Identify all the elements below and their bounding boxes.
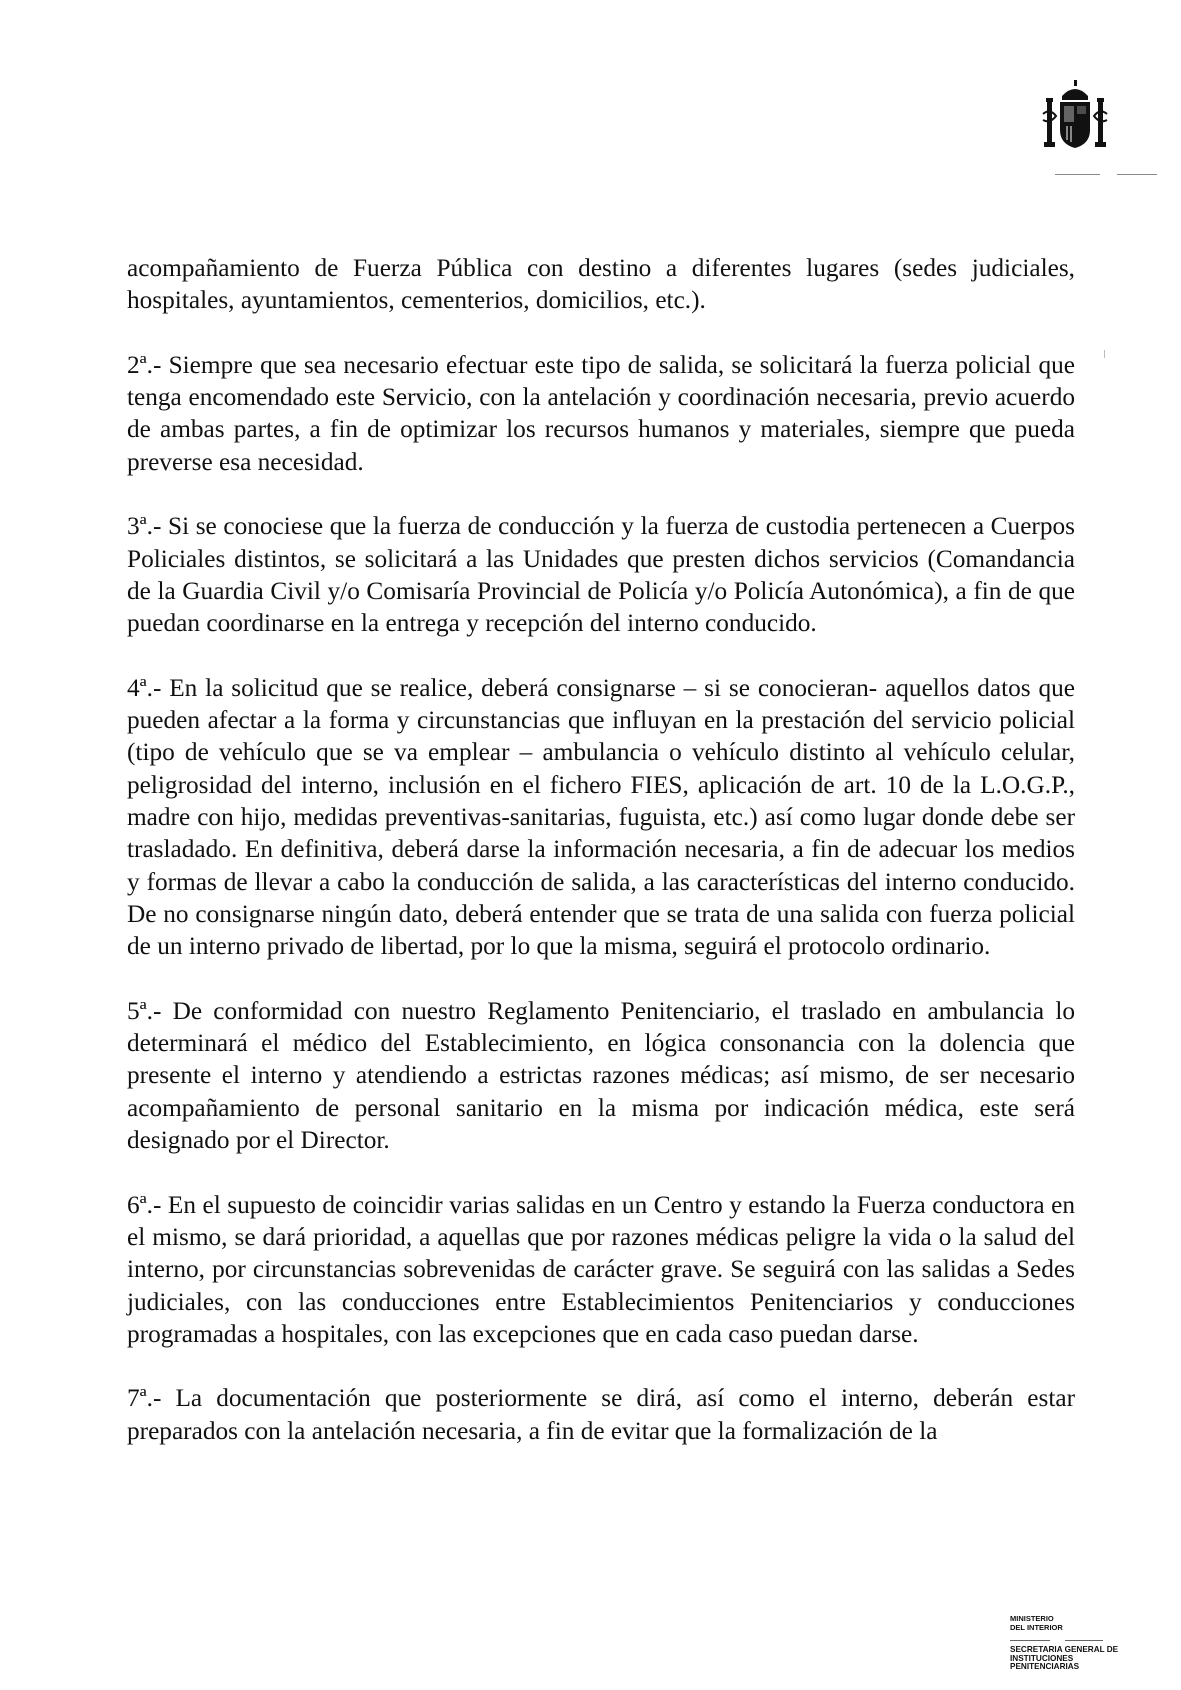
ministry-line-1: MINISTERIO: [1010, 1614, 1054, 1623]
footer-rule: [1010, 1632, 1118, 1644]
paragraph-clause-7: 7ª.- La documentación que posteriormente se dirá, así como el interno, deberán estar preparados con la antelación necesaria, a fin de evitar que la formalización de la: [127, 1384, 1075, 1445]
secretaria-line-3: PENITENCIARIAS: [1010, 1662, 1080, 1672]
ministry-name: [1010, 1615, 1118, 1632]
paragraph-continuation: acompañamiento de Fuerza Pública con destino a diferentes lugares (sedes judiciales, hospitales, ayuntamientos, cementerios, domicilios, etc.).: [127, 254, 1075, 315]
paragraph-clause-6: 6ª.- En el supuesto de coincidir varias salidas en un Centro y estando la Fuerza conductora en el mismo, se dará prioridad, a aquellas que por razones médicas peligre la vida o la salud del interno, por circunstancias sobrevenidas de carácter grave. Se seguirá con las salidas a Sedes judiciales, con las conducciones entre Establecimientos Penitenciarios y conducciones programadas a hospitales, con las excepciones que en cada caso puedan darse.: [127, 1190, 1075, 1348]
paragraph-clause-5: 5ª.- De conformidad con nuestro Reglamento Penitenciario, el traslado en ambulancia lo determinará el médico del Establecimiento, en lógica consonancia con la dolencia que presente el interno y atendiendo a estrictas razones médicas; así mismo, de ser necesario acompañamiento de personal sanitario en la misma por indicación médica, este será designado por el Director.: [127, 996, 1075, 1155]
paragraph-clause-4: 4ª.- En la solicitud que se realice, deberá consignarse – si se conocieran- aquellos datos que pueden afectar a la forma y circunstancias que influyan en la prestación del servicio policial (tipo de vehículo que se va emplear – ambulancia o vehículo distinto al vehículo celular, peligrosidad del interno, inclusión en el fichero FIES, aplicación de art. 10 de la L.O.G.P., madre con hijo, medidas preventivas-sanitarias, fuguista, etc.) así como lugar donde debe ser trasladado. En definitiva, deberá darse la información necesaria, a fin de adecuar los medios y formas de llevar a cabo la conducción de salida, a las características del interno conducido. De no consignarse ningún dato, deberá entender que se trata de una salida con fuerza policial de un interno privado de libertad, por lo que la misma, seguirá el protocolo ordinario.: [127, 673, 1075, 961]
ministry-line-2: DEL INTERIOR: [1010, 1622, 1063, 1632]
spain-coat-of-arms-icon: [1040, 78, 1110, 153]
secretaria-line-2: INSTITUCIONES: [1010, 1653, 1074, 1663]
secretaria-name: [1010, 1646, 1118, 1672]
paragraph-clause-2: 2ª.- Siempre que sea necesario efectuar este tipo de salida, se solicitará la fuerza policial que tenga encomendado este Servicio, con la antelación y coordinación necesaria, previo acuerdo de ambas partes, a fin de optimizar los recursos humanos y materiales, siempre que pueda preverse esa necesidad.: [127, 350, 1075, 476]
document-body: [127, 252, 1075, 1447]
secretaria-line-1: SECRETARIA GENERAL DE: [1010, 1645, 1119, 1654]
paragraph-clause-3: 3ª.- Si se conociese que la fuerza de conducción y la fuerza de custodia pertenecen a Cuerpos Policiales distintos, se solicitará a las Unidades que presten dichos servicios (Comandancia de la Guardia Civil y/o Comisaría Provincial de Policía y/o Policía Autonómica), a fin de que puedan coordinarse en la entrega y recepción del interno conducido.: [127, 512, 1075, 638]
footer-ministry-block: [1010, 1615, 1118, 1672]
scan-mark: [1104, 350, 1105, 358]
header-rule: [1055, 174, 1165, 176]
